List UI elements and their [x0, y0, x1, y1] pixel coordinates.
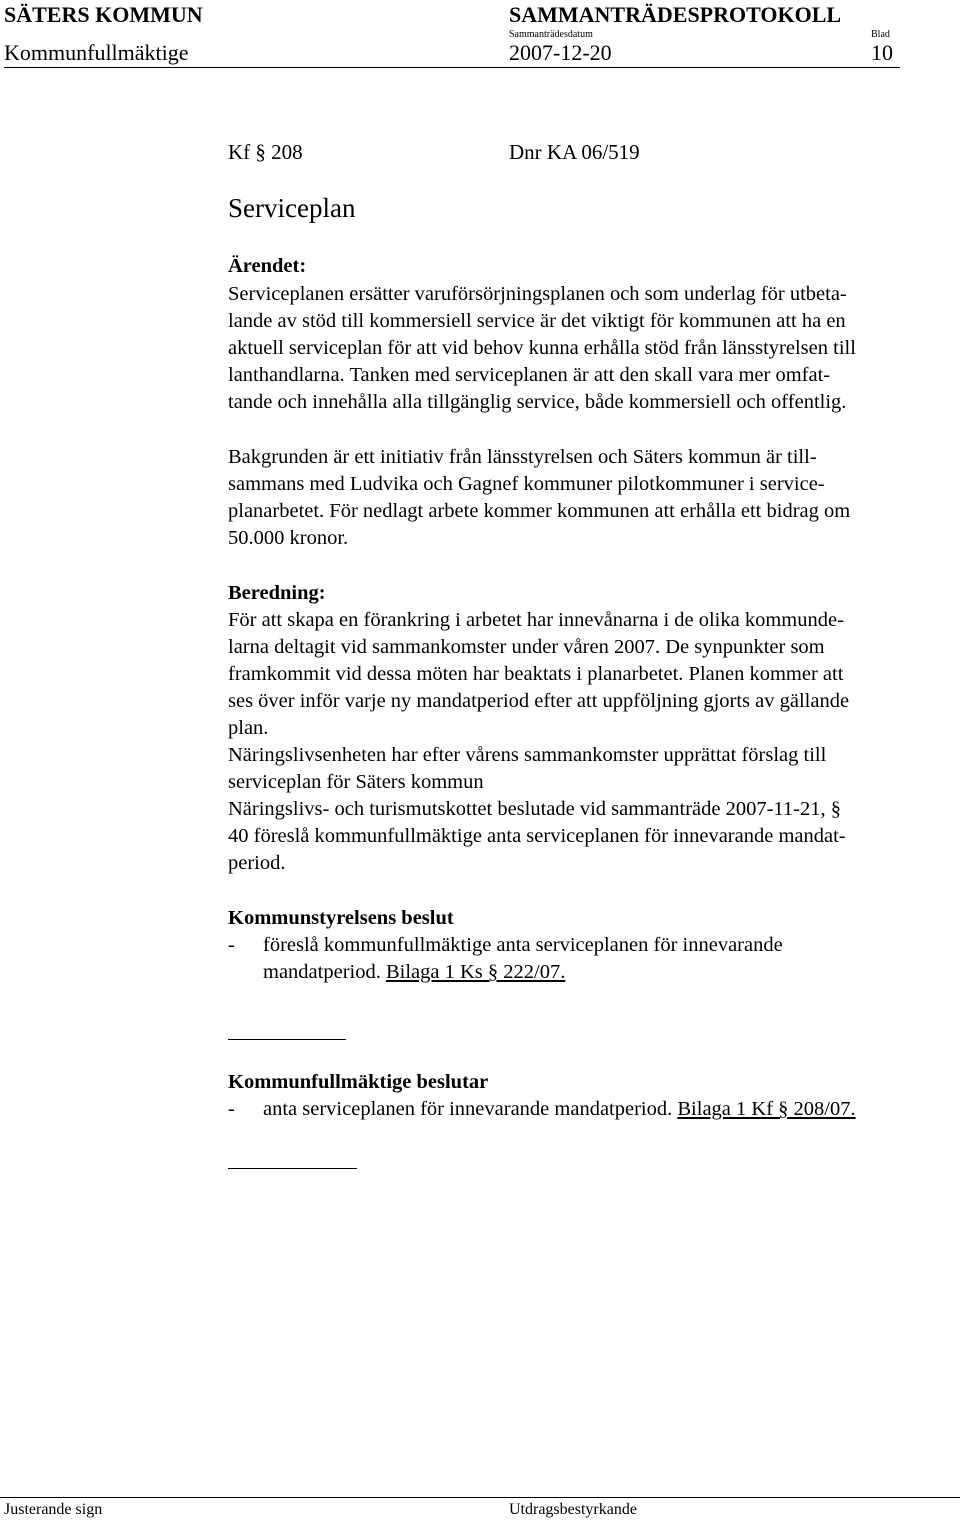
ks-beslut-line2: [263, 961, 565, 984]
separator-line: [228, 1168, 357, 1169]
ks-beslut-dash: -: [228, 934, 235, 956]
arendet-line: tande och innehålla alla tillgänglig service, både kommersiell och offentlig.: [228, 391, 847, 413]
kf-beslut-line: [263, 1098, 856, 1121]
arendet-line: lanthandlarna. Tanken med serviceplanen är att den skall vara mer omfat-: [228, 364, 831, 386]
beredning-line: period.: [228, 852, 286, 874]
arendet-line: lande av stöd till kommersiell service är det viktigt för kommunen att ha en: [228, 310, 846, 332]
ks-attachment-link[interactable]: Bilaga 1 Ks § 222/07.: [385, 961, 566, 983]
ks-beslut-text: mandatperiod.: [263, 961, 386, 983]
date-label: Sammanträdesdatum: [509, 29, 593, 40]
document-type: SAMMANTRÄDESPROTOKOLL: [509, 2, 842, 27]
kf-beslut-dash: -: [228, 1098, 235, 1120]
footer-divider: [0, 1497, 960, 1498]
footer-justerande-sign: Justerande sign: [4, 1501, 103, 1518]
arendet-line: Serviceplanen ersätter varuförsörjningsplanen och som underlag för utbeta-: [228, 283, 847, 305]
kf-attachment-link[interactable]: Bilaga 1 Kf § 208/07.: [677, 1098, 856, 1120]
dnr-reference: Dnr KA 06/519: [509, 140, 640, 164]
beredning-heading: Beredning:: [228, 582, 326, 604]
meeting-date: 2007-12-20: [509, 40, 612, 65]
background-line: planarbetet. För nedlagt arbete kommer kommunen att erhålla ett bidrag om: [228, 500, 851, 522]
ks-beslut-line: föreslå kommunfullmäktige anta serviceplanen för innevarande: [263, 934, 783, 956]
beredning-line: plan.: [228, 717, 269, 739]
background-line: 50.000 kronor.: [228, 527, 349, 549]
page-number: 10: [871, 40, 893, 65]
municipality-name: SÄTERS KOMMUN: [4, 2, 203, 27]
body-name: Kommunfullmäktige: [4, 40, 189, 65]
case-title: Serviceplan: [228, 193, 356, 223]
beredning-line: serviceplan för Säters kommun: [228, 771, 484, 793]
arendet-heading: Ärendet:: [228, 255, 307, 277]
arendet-line: aktuell serviceplan för att vid behov kunna erhålla stöd från länsstyrelsen till: [228, 337, 856, 359]
beredning-line: framkommit vid dessa möten har beaktats i planarbetet. Planen kommer att: [228, 663, 844, 685]
kf-beslut-text: anta serviceplanen för innevarande mandatperiod.: [263, 1098, 678, 1120]
beredning-line: larna deltagit vid sammankomster under våren 2007. De synpunkter som: [228, 636, 825, 658]
background-line: Bakgrunden är ett initiativ från länsstyrelsen och Säters kommun är till-: [228, 446, 817, 468]
ks-beslut-heading: Kommunstyrelsens beslut: [228, 907, 454, 929]
beredning-line: 40 föreslå kommunfullmäktige anta serviceplanen för innevarande mandat-: [228, 825, 846, 847]
kf-reference: Kf § 208: [228, 140, 303, 164]
separator-line: [228, 1039, 346, 1040]
footer-utdragsbestyrkande: Utdragsbestyrkande: [509, 1501, 637, 1518]
beredning-line: Näringslivsenheten har efter vårens sammankomster upprättat förslag till: [228, 744, 827, 766]
beredning-line: För att skapa en förankring i arbetet har innevånarna i de olika kommunde-: [228, 609, 844, 631]
page-label: Blad: [871, 29, 890, 40]
beredning-line: Näringslivs- och turismutskottet beslutade vid sammanträde 2007-11-21, §: [228, 798, 841, 820]
background-line: sammans med Ludvika och Gagnef kommuner pilotkommuner i service-: [228, 473, 825, 495]
beredning-line: ses över inför varje ny mandatperiod efter att uppföljning gjorts av gällande: [228, 690, 850, 712]
header-divider: [4, 67, 900, 68]
kf-beslut-heading: Kommunfullmäktige beslutar: [228, 1071, 489, 1093]
